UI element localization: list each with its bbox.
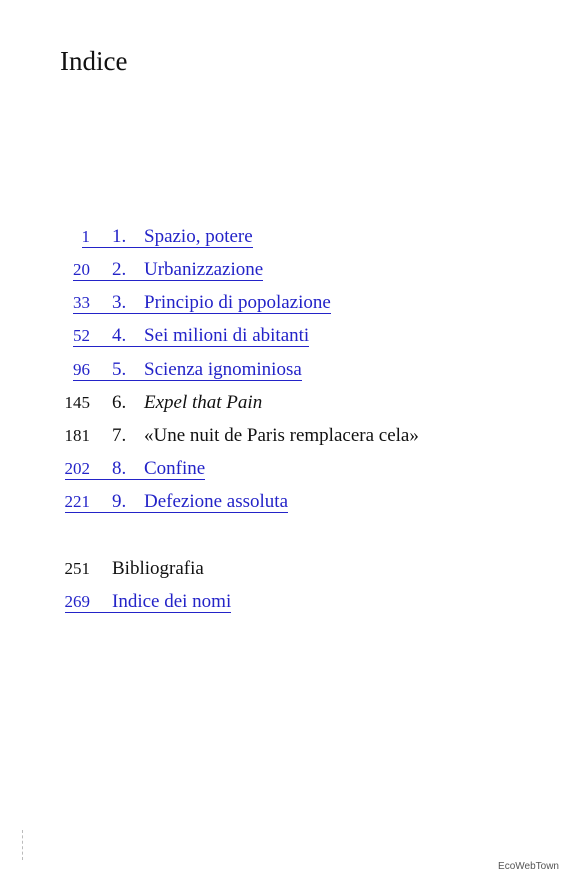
watermark-text: EcoWebTown xyxy=(498,861,559,872)
link-underline xyxy=(73,313,331,314)
toc-chapter-title: Urbanizzazione xyxy=(144,259,264,280)
toc-page-number: 1 xyxy=(81,227,90,246)
toc-chapter-title: «Une nuit de Paris remplacera cela» xyxy=(144,425,419,446)
link-underline xyxy=(65,512,289,513)
toc-chapter-title: Principio di popolazione xyxy=(144,292,331,313)
page-title: Indice xyxy=(60,46,128,76)
toc-chapter-number: 7. xyxy=(112,425,127,446)
toc-page-number: 251 xyxy=(64,559,90,578)
toc-chapter-number: 1. xyxy=(112,226,127,247)
toc-chapter-title: Scienza ignominiosa xyxy=(144,359,302,380)
link-underline xyxy=(73,280,263,281)
toc-page-number: 96 xyxy=(73,360,90,379)
toc-chapter-number: 9. xyxy=(112,491,127,512)
toc-page-number: 221 xyxy=(64,492,90,511)
toc-page-number: 145 xyxy=(64,393,90,412)
toc-section-title: Indice dei nomi xyxy=(112,591,232,612)
toc-page-number: 52 xyxy=(73,326,90,345)
toc-page-number: 269 xyxy=(64,592,90,611)
link-underline xyxy=(82,247,253,248)
toc-chapter-title: Expel that Pain xyxy=(144,392,263,413)
link-underline xyxy=(73,346,309,347)
toc-page-number: 181 xyxy=(64,426,90,445)
toc-chapter-title: Confine xyxy=(144,458,206,479)
toc-chapter-title: Sei milioni di abitanti xyxy=(144,325,310,346)
link-underline xyxy=(65,479,206,480)
link-underline xyxy=(65,612,232,613)
toc-chapter-number: 8. xyxy=(112,458,127,479)
toc-chapter-title: Defezione assoluta xyxy=(144,491,289,512)
toc-chapter-number: 2. xyxy=(112,259,127,280)
toc-chapter-number: 6. xyxy=(112,392,127,413)
toc-chapter-number: 3. xyxy=(112,292,127,313)
toc-page-number: 33 xyxy=(73,293,90,312)
toc-chapter-title: Spazio, potere xyxy=(144,226,253,247)
margin-marker xyxy=(22,830,24,860)
toc-page-number: 20 xyxy=(73,260,90,279)
toc-page-number: 202 xyxy=(64,459,90,478)
toc-chapter-number: 4. xyxy=(112,325,127,346)
toc-chapter-number: 5. xyxy=(112,359,127,380)
link-underline xyxy=(73,380,302,381)
toc-section-title: Bibliografia xyxy=(112,558,204,579)
